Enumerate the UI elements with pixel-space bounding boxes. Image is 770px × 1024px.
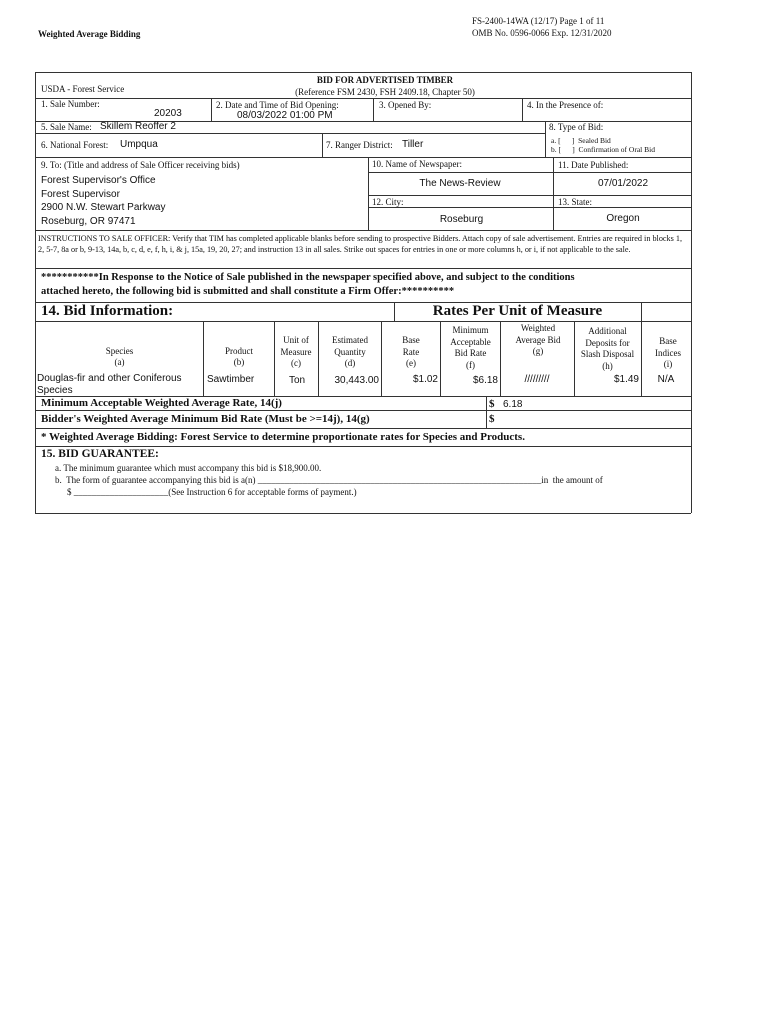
rates-heading: Rates Per Unit of Measure: [432, 303, 603, 319]
bid-opening-value: 08/03/2022 01:00 PM: [237, 110, 333, 121]
column-header-minimum-rate: [443, 325, 498, 371]
guarantee-item-a: a. The minimum guarantee which must accompany this bid is $18,900.00.: [55, 463, 322, 473]
firm-offer-line-1: ***********In Response to the Notice of Sale published in the newspaper specified above, and subject to the conditions: [41, 272, 575, 283]
sale-number-value: 20203: [154, 108, 182, 119]
opened-by-label: 3. Opened By:: [379, 100, 432, 110]
bid-type-sealed: a. [ ] Sealed Bid: [551, 136, 611, 145]
column-header-label: Species: [105, 346, 134, 356]
column-header-letter: (a): [114, 357, 125, 367]
newspaper-label: 10. Name of Newspaper:: [372, 159, 462, 169]
column-header-unit: [276, 335, 316, 370]
column-header-letter: (i): [663, 359, 673, 369]
bidder-weighted-rate-dollar: $: [489, 413, 495, 425]
address-line: 2900 N.W. Stewart Parkway: [41, 202, 166, 213]
date-published-value: 07/01/2022: [597, 178, 649, 189]
guarantee-item-b: b. The form of guarantee accompanying this bid is a(n) _______________________________________________________________in the amount of: [55, 475, 603, 485]
indices-cell: N/A: [657, 374, 675, 385]
column-header-label: Product: [225, 346, 253, 356]
column-header-quantity: [321, 335, 379, 370]
form-number: FS-2400-14WA (12/17) Page 1 of 11: [472, 16, 605, 26]
guarantee-amount-line: $ _____________________(See Instruction 6 for acceptable forms of payment.): [67, 487, 357, 497]
newspaper-value: The News-Review: [419, 178, 501, 189]
sale-officer-instructions: INSTRUCTIONS TO SALE OFFICER: Verify that TIM has completed applicable blanks before sending to prospective Bidders. Attach copy of sale advertisement. Entries are required in blocks 1, 2, 5-7, 8a or b, 9-13, 14a, b, c, d, e, f, h, i, & j, 15a, 19, 20, 27; and instruction 13 in all sales. Strike out spaces for entries in one or more columns h, or i, if not applicable to the sale.: [38, 234, 683, 254]
column-header-deposits: [575, 326, 640, 372]
column-header-letter: (f): [466, 359, 475, 370]
document-title: Weighted Average Bidding: [38, 29, 141, 39]
form-title: BID FOR ADVERTISED TIMBER: [316, 75, 454, 85]
sale-officer-address: [41, 174, 166, 228]
base-rate-cell: $1.02: [412, 374, 438, 385]
city-label: 12. City:: [372, 197, 404, 207]
column-header-label: Base Indices: [655, 336, 681, 358]
column-header-letter: (g): [532, 346, 544, 356]
column-header-label: Minimum Acceptable Bid Rate: [450, 325, 491, 358]
quantity-cell: 30,443.00: [334, 375, 379, 386]
bid-type-label: 8. Type of Bid:: [549, 122, 604, 132]
column-header-letter: (c): [291, 358, 301, 368]
column-header-weighted-bid: [513, 323, 563, 358]
min-weighted-rate-label: Minimum Acceptable Weighted Average Rate, 14(j): [41, 397, 282, 409]
column-header-label: Weighted Average Bid: [515, 323, 561, 345]
min-weighted-rate-value: 6.18: [503, 399, 523, 410]
column-header-indices: [650, 336, 686, 371]
address-line: Forest Supervisor's Office: [41, 175, 156, 186]
column-header-label: Unit of Measure: [280, 335, 312, 357]
bid-opening-label: 2. Date and Time of Bid Opening:: [216, 100, 339, 110]
omb-number: OMB No. 0596-0066 Exp. 12/31/2020: [472, 28, 612, 38]
column-header-base-rate: [393, 335, 429, 370]
ranger-district-label: 7. Ranger District:: [326, 140, 393, 150]
national-forest-label: 6. National Forest:: [41, 140, 109, 150]
column-header-letter: (h): [602, 360, 613, 371]
address-line: Roseburg, OR 97471: [41, 215, 136, 227]
state-label: 13. State:: [558, 197, 592, 207]
minimum-rate-cell: $6.18: [472, 375, 498, 386]
form-reference: (Reference FSM 2430, FSH 2409.18, Chapter 50): [295, 87, 475, 97]
to-label: 9. To: (Title and address of Sale Officer receiving bids): [41, 160, 240, 170]
sale-name-value: Skillem Reoffer 2: [100, 121, 176, 132]
city-value: Roseburg: [439, 214, 484, 225]
sale-number-label: 1. Sale Number:: [41, 99, 100, 109]
sale-name-label: 5. Sale Name:: [41, 122, 92, 132]
national-forest-value: Umpqua: [120, 139, 158, 150]
weighted-bid-cell: /////////: [524, 374, 550, 385]
product-cell: Sawtimber: [207, 374, 255, 385]
date-published-label: 11. Date Published:: [558, 160, 629, 170]
weighted-bidding-note: * Weighted Average Bidding: Forest Service to determine proportionate rates for Species and Products.: [41, 431, 525, 443]
address-line: Forest Supervisor: [41, 188, 120, 200]
column-header-product: [204, 346, 274, 368]
unit-cell: Ton: [288, 375, 306, 386]
column-header-letter: (b): [233, 357, 245, 367]
column-header-letter: (e): [406, 358, 416, 368]
deposits-cell: $1.49: [613, 374, 639, 385]
bid-type-oral: b. [ ] Confirmation of Oral Bid: [551, 145, 655, 154]
column-header-label: Estimated Quantity: [332, 335, 368, 357]
column-header-label: Additional Deposits for Slash Disposal: [580, 326, 635, 359]
bid-guarantee-heading: 15. BID GUARANTEE:: [41, 448, 159, 460]
bid-information-heading: 14. Bid Information:: [41, 303, 174, 319]
presence-label: 4. In the Presence of:: [527, 100, 604, 110]
ranger-district-value: Tiller: [402, 139, 424, 150]
state-value: Oregon: [606, 213, 640, 224]
species-cell: Douglas-fir and other Coniferous Species: [37, 373, 182, 396]
firm-offer-line-2: attached hereto, the following bid is submitted and shall constitute a Firm Offer:**********: [41, 286, 455, 297]
agency-label: USDA - Forest Service: [41, 84, 125, 94]
bidder-weighted-rate-label: Bidder's Weighted Average Minimum Bid Rate (Must be >=14j), 14(g): [41, 413, 370, 425]
min-weighted-rate-dollar: $: [489, 398, 495, 410]
column-header-label: Base Rate: [402, 335, 420, 357]
column-header-species: [36, 346, 203, 368]
column-header-letter: (d): [344, 358, 356, 368]
